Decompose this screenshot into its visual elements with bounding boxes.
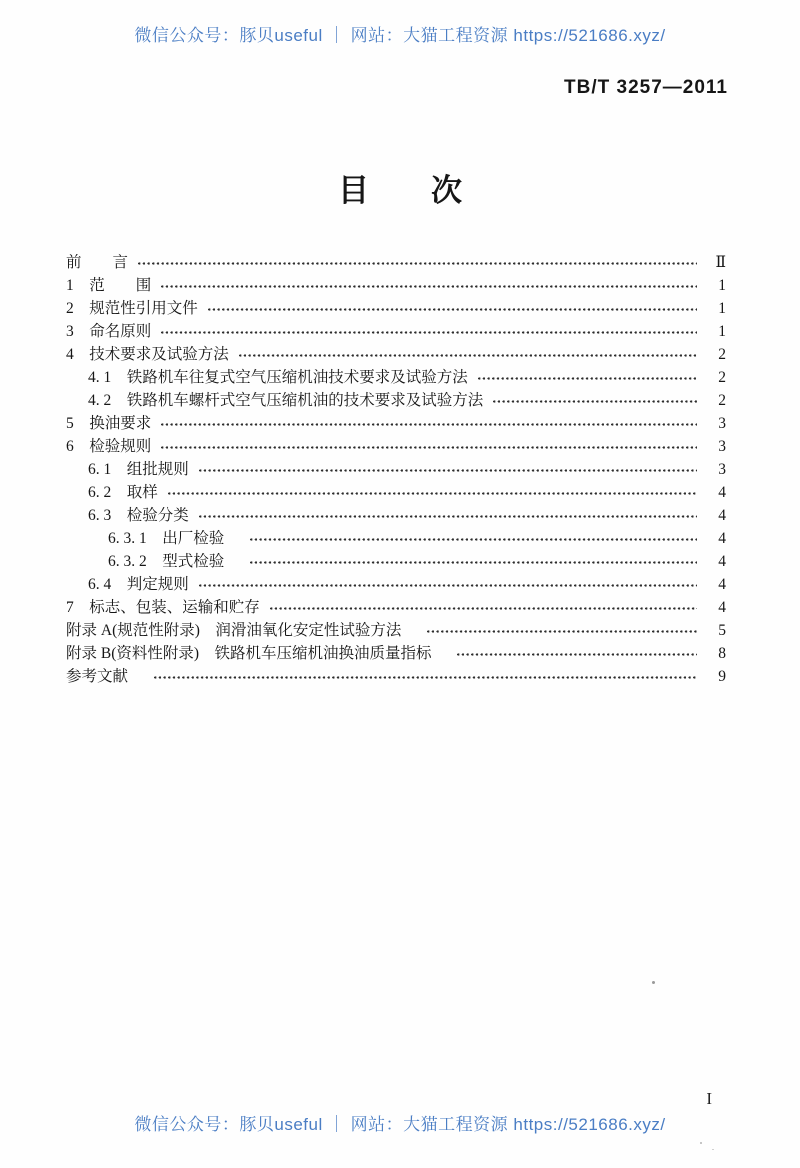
toc-row — [66, 619, 726, 642]
toc-page-number: 4 — [718, 576, 726, 593]
dot-leader — [199, 469, 697, 473]
toc-entry-label: 6. 3 检验分类 — [88, 507, 189, 524]
page-title: 目 次 — [338, 173, 462, 208]
toc-page-number: 1 — [718, 300, 726, 317]
dot-leader — [199, 584, 697, 588]
folio-page-number: I — [706, 1089, 712, 1108]
toc-page-number: 4 — [718, 530, 726, 547]
dot-leader — [493, 400, 697, 404]
toc-row — [66, 412, 726, 435]
dot-leader — [199, 515, 697, 519]
toc-entry-label: 4 技术要求及试验方法 — [66, 346, 229, 363]
scan-artifact — [712, 1149, 714, 1150]
toc-entry-label: 6. 4 判定规则 — [88, 576, 189, 593]
toc-page-number: 9 — [718, 668, 726, 685]
toc-page-number: 8 — [718, 645, 726, 662]
toc-entry-label: 6. 3. 2 型式检验 — [108, 553, 240, 570]
toc-entry-label: 6. 1 组批规则 — [88, 461, 189, 478]
dot-leader — [427, 630, 697, 634]
dot-leader — [250, 561, 697, 565]
toc-row — [66, 366, 726, 389]
toc-row — [66, 458, 726, 481]
toc-page-number: Ⅱ — [715, 254, 726, 271]
dot-leader — [270, 607, 697, 611]
watermark-top: 微信公众号：豚贝useful ｜ 网站：大猫工程资源 https://521686.xyz/ — [134, 26, 666, 45]
toc-page-number: 1 — [718, 323, 726, 340]
toc-page-number: 3 — [718, 438, 726, 455]
toc-entry-label: 附录 B(资料性附录) 铁路机车压缩机油换油质量指标 — [66, 645, 448, 662]
toc-entry-label: 7 标志、包装、运输和贮存 — [66, 599, 260, 616]
toc-entry-label: 1 范 围 — [66, 277, 152, 294]
toc-page-number: 5 — [718, 622, 726, 639]
toc-row — [66, 642, 726, 665]
toc-row — [66, 665, 726, 688]
dot-leader — [208, 308, 697, 312]
watermark-bottom: 微信公众号：豚贝useful ｜ 网站：大猫工程资源 https://521686.xyz/ — [134, 1115, 666, 1134]
toc-page-number: 3 — [718, 415, 726, 432]
toc-row — [66, 596, 726, 619]
toc-entry-label: 2 规范性引用文件 — [66, 300, 198, 317]
toc-row — [66, 389, 726, 412]
toc-entry-label: 3 命名原则 — [66, 323, 152, 340]
toc-entry-label: 6. 3. 1 出厂检验 — [108, 530, 240, 547]
toc-row — [66, 527, 726, 550]
toc-row — [66, 504, 726, 527]
toc-page-number: 2 — [718, 392, 726, 409]
toc-page-number: 2 — [718, 369, 726, 386]
toc-page-number: 4 — [718, 507, 726, 524]
scan-artifact — [652, 981, 655, 984]
toc-row — [66, 251, 726, 274]
scan-artifact — [700, 1142, 702, 1144]
toc-entry-label: 4. 1 铁路机车往复式空气压缩机油技术要求及试验方法 — [88, 369, 468, 386]
toc-page-number: 2 — [718, 346, 726, 363]
toc-entry-label: 6 检验规则 — [66, 438, 152, 455]
dot-leader — [138, 262, 697, 266]
toc-entry-label: 附录 A(规范性附录) 润滑油氧化安定性试验方法 — [66, 622, 417, 639]
standard-number: TB/T 3257—2011 — [564, 77, 728, 98]
dot-leader — [478, 377, 697, 381]
dot-leader — [457, 653, 697, 657]
dot-leader — [161, 331, 697, 335]
toc-row — [66, 435, 726, 458]
toc-row — [66, 573, 726, 596]
toc-page-number: 4 — [718, 553, 726, 570]
toc-entry-label: 参考文献 — [66, 668, 144, 685]
toc-entry-label: 4. 2 铁路机车螺杆式空气压缩机油的技术要求及试验方法 — [88, 392, 484, 409]
dot-leader — [161, 446, 697, 450]
toc-row — [66, 481, 726, 504]
toc-row — [66, 274, 726, 297]
toc-entry-label: 前 言 — [66, 254, 129, 271]
dot-leader — [250, 538, 697, 542]
toc-row — [66, 550, 726, 573]
toc-page-number: 4 — [718, 599, 726, 616]
dot-leader — [161, 285, 697, 289]
toc-entry-label: 6. 2 取样 — [88, 484, 158, 501]
dot-leader — [154, 676, 697, 680]
toc-row — [66, 297, 726, 320]
toc-row — [66, 320, 726, 343]
toc-entry-label: 5 换油要求 — [66, 415, 152, 432]
dot-leader — [161, 423, 697, 427]
table-of-contents — [66, 251, 726, 688]
toc-page-number: 1 — [718, 277, 726, 294]
dot-leader — [168, 492, 697, 496]
toc-page-number: 3 — [718, 461, 726, 478]
toc-page-number: 4 — [718, 484, 726, 501]
dot-leader — [239, 354, 697, 358]
toc-row — [66, 343, 726, 366]
